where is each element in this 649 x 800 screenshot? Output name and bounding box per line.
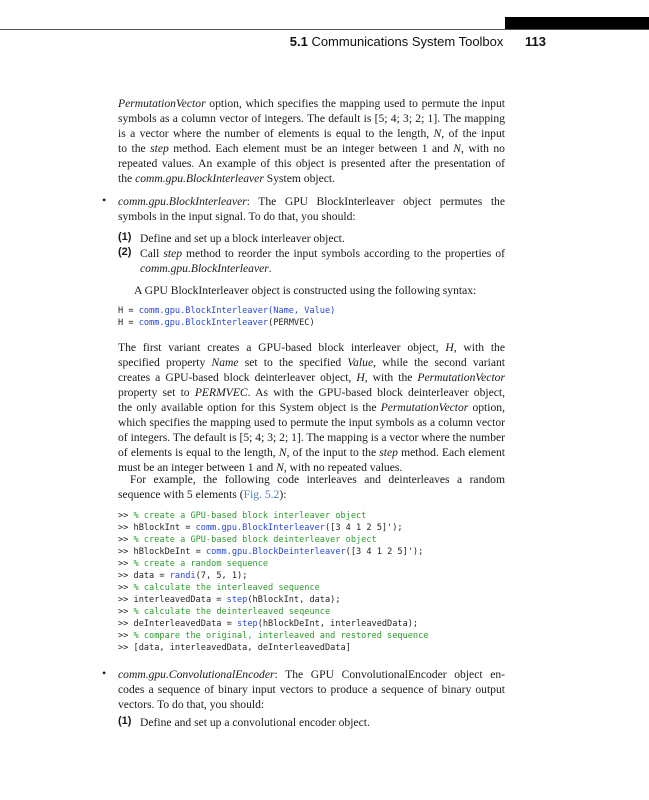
text-run: (hBlockInt, data); (247, 595, 341, 605)
text-run: symbols as a column vector of integers. The default is [5; 4; 3; 2; 1]. The mapping (118, 112, 505, 125)
text-run: sequence with 5 elements ( (118, 488, 244, 501)
text-run: H (445, 341, 454, 354)
bullet-marker: • (102, 193, 107, 207)
text-run: symbols in the input signal. To do that, you should: (118, 210, 356, 223)
text-run: method. Each element must be an integer between 1 and (168, 142, 454, 155)
text-run: System object. (263, 172, 336, 185)
text-run: >> (118, 631, 134, 641)
text-run: repeated values. An example of this object is presented after the presentation of (118, 157, 505, 170)
text-run: >> (118, 511, 134, 521)
text-run: step (237, 619, 258, 629)
text-run: N (433, 127, 442, 140)
text-line (118, 697, 505, 712)
text-line (118, 558, 505, 570)
text-line (118, 487, 505, 502)
text-run: option, which specifies the mapping used to permute the input (205, 97, 505, 110)
running-header (0, 34, 546, 49)
text-line (134, 283, 505, 298)
text-line (118, 111, 505, 126)
text-line (118, 630, 505, 642)
text-run: codes a sequence of binary input vectors to produce a sequence of binary output (118, 683, 505, 696)
text-run: the only available option for this System object is the (118, 401, 381, 414)
text-line (118, 340, 505, 355)
text-line (118, 370, 505, 385)
text-run: PermutationVector (118, 97, 206, 110)
step-2-text (140, 246, 505, 276)
text-run: must be an integer between 1 and (118, 461, 277, 474)
text-run: comm.gpu.BlockDeinterleaver (205, 547, 346, 557)
text-run: set to the specified (238, 356, 348, 369)
step-1-text (140, 231, 505, 246)
text-run: Value (347, 356, 374, 369)
paragraph-permutation-vector (118, 96, 505, 186)
text-run: >> interleavedData = (118, 595, 227, 605)
text-run: ([3 4 1 2 5]'); (345, 547, 424, 557)
text-run: , of the input to the (286, 446, 380, 459)
text-run: step (379, 446, 398, 459)
text-line (140, 261, 505, 276)
text-line (140, 246, 505, 261)
text-run: , with no repeated values. (283, 461, 403, 474)
paragraph-variants (118, 340, 505, 475)
text-line (140, 715, 505, 730)
text-line (118, 156, 505, 171)
text-run: comm.gpu.BlockInterleaver (138, 318, 269, 328)
text-run: For example, the following code interleaves and deinterleaves a random (130, 473, 505, 486)
text-run: comm.gpu.BlockInterleaver (140, 262, 269, 275)
text-run: method to reorder the input symbols according to the properties of (182, 247, 505, 260)
text-line (118, 445, 505, 460)
text-run: option, (468, 401, 505, 414)
text-run: Define and set up a block interleaver object. (140, 232, 345, 245)
text-line (118, 141, 505, 156)
section-number: 5.1 (289, 34, 308, 49)
text-run: H (356, 371, 365, 384)
step-label: (2) (118, 246, 132, 258)
text-line (118, 534, 505, 546)
text-run: property set to (118, 386, 195, 399)
text-run: is a vector where the number of elements is equal to the length, (118, 127, 434, 140)
text-line (118, 385, 505, 400)
text-run: the (118, 172, 136, 185)
text-run: PERMVEC (194, 386, 248, 399)
step-label: (1) (118, 231, 132, 243)
text-run: comm.gpu.BlockInterleaver (135, 172, 264, 185)
text-line (118, 510, 505, 522)
text-run: of elements is equal to the length, (118, 446, 279, 459)
text-line (118, 126, 505, 141)
text-line (118, 682, 505, 697)
text-run: : The GPU BlockInterleaver object permutes the (246, 195, 505, 208)
text-line (118, 355, 505, 370)
text-run: method. Each element (397, 446, 505, 459)
page-number: 113 (525, 34, 546, 49)
text-run: >> (118, 559, 134, 569)
text-run: of integers. The default is [5; 4; 3; 2; 1]. The mapping is a vector where the number (118, 431, 505, 444)
text-run: vectors. To do that, you should: (118, 698, 265, 711)
text-run: >> hBlockDeInt = (118, 547, 206, 557)
text-run: >> hBlockInt = (118, 523, 196, 533)
text-run: N (453, 142, 461, 155)
header-rule (0, 29, 649, 30)
text-run: specified property (118, 356, 212, 369)
bullet-marker: • (102, 666, 107, 680)
text-line (118, 400, 505, 415)
text-line (118, 594, 505, 606)
text-line (118, 642, 505, 654)
text-run: >> (118, 607, 134, 617)
text-run: , while the second variant (373, 356, 506, 369)
text-run: : The GPU ConvolutionalEncoder object en- (274, 668, 505, 681)
text-run: , of the input (441, 127, 505, 140)
text-run: % create a GPU-based block deinterleaver object (133, 535, 377, 545)
text-run: , with no (460, 142, 505, 155)
text-run: PermutationVector (380, 401, 469, 414)
text-run: , with the (453, 341, 505, 354)
text-run: >> [data, interleavedData, deInterleavedData] (118, 643, 351, 653)
text-run: . (268, 262, 272, 275)
text-run: % create a random sequence (133, 559, 269, 569)
syntax-code (118, 305, 505, 329)
text-run: ([3 4 1 2 5]'); (324, 523, 403, 533)
example-code (118, 510, 505, 654)
text-run: The first variant creates a GPU-based block interleaver object, (118, 341, 446, 354)
text-line (118, 317, 505, 329)
text-run: comm.gpu.BlockInterleaver(Name, Value) (138, 306, 336, 316)
text-run: step (226, 595, 248, 605)
text-run: N (278, 446, 287, 459)
text-run: (hBlockDeInt, interleavedData); (257, 619, 419, 629)
text-line (118, 546, 505, 558)
text-run: ): (279, 488, 287, 501)
text-run: . As with the GPU-based block deinterleaver object, (247, 386, 505, 399)
text-run: % calculate the interleaved sequence (133, 583, 320, 593)
text-line (118, 606, 505, 618)
text-run: % compare the original, interleaved and restored sequence (133, 631, 429, 641)
text-run: % calculate the deinterleaved seqeunce (133, 607, 331, 617)
paragraph-example-intro (118, 472, 505, 502)
text-run: H = (118, 318, 139, 328)
text-run: comm.gpu.ConvolutionalEncoder (118, 668, 275, 681)
syntax-intro (134, 283, 505, 298)
step-1-text (140, 715, 505, 730)
text-run: which specifies the mapping used to permute the input symbols as a column vector (118, 416, 505, 429)
text-run: step (150, 142, 169, 155)
bullet-convolutional-encoder (118, 667, 505, 712)
text-run: (7, 5, 1); (195, 571, 248, 581)
text-run: >> (118, 583, 134, 593)
text-run: Call (140, 247, 164, 260)
text-line (118, 618, 505, 630)
text-run: , with the (364, 371, 418, 384)
text-line (118, 582, 505, 594)
text-run: PermutationVector (417, 371, 505, 384)
text-run: >> data = (118, 571, 170, 581)
step-label: (1) (118, 715, 132, 727)
text-run: >> deInterleavedData = (118, 619, 237, 629)
text-line (118, 305, 505, 317)
text-line (140, 231, 505, 246)
text-run: comm.gpu.BlockInterleaver (195, 523, 325, 533)
text-line (118, 96, 505, 111)
text-run: A GPU BlockInterleaver object is constructed using the following syntax: (134, 284, 477, 297)
text-run: % create a GPU-based block interleaver object (133, 511, 367, 521)
text-run: (PERMVEC) (268, 318, 315, 328)
text-run: H = (118, 306, 139, 316)
text-run: comm.gpu.BlockInterleaver (118, 195, 247, 208)
text-run: to the (118, 142, 151, 155)
text-run: step (163, 247, 183, 260)
text-run: Define and set up a convolutional encoder object. (140, 716, 370, 729)
figure-link[interactable]: Fig. 5.2 (243, 488, 280, 501)
text-line (118, 194, 505, 209)
text-line (118, 667, 505, 682)
text-line (118, 430, 505, 445)
text-run: N (276, 461, 284, 474)
text-line (118, 171, 505, 186)
text-run: creates a GPU-based block deinterleaver object, (118, 371, 357, 384)
text-run: Name (211, 356, 239, 369)
text-line (118, 570, 505, 582)
section-title: Communications System Toolbox (311, 34, 504, 49)
text-line (118, 415, 505, 430)
text-run: randi (169, 571, 196, 581)
text-line (118, 472, 505, 487)
bullet-block-interleaver (118, 194, 505, 224)
text-line (118, 209, 505, 224)
text-line (118, 522, 505, 534)
text-run: >> (118, 535, 134, 545)
